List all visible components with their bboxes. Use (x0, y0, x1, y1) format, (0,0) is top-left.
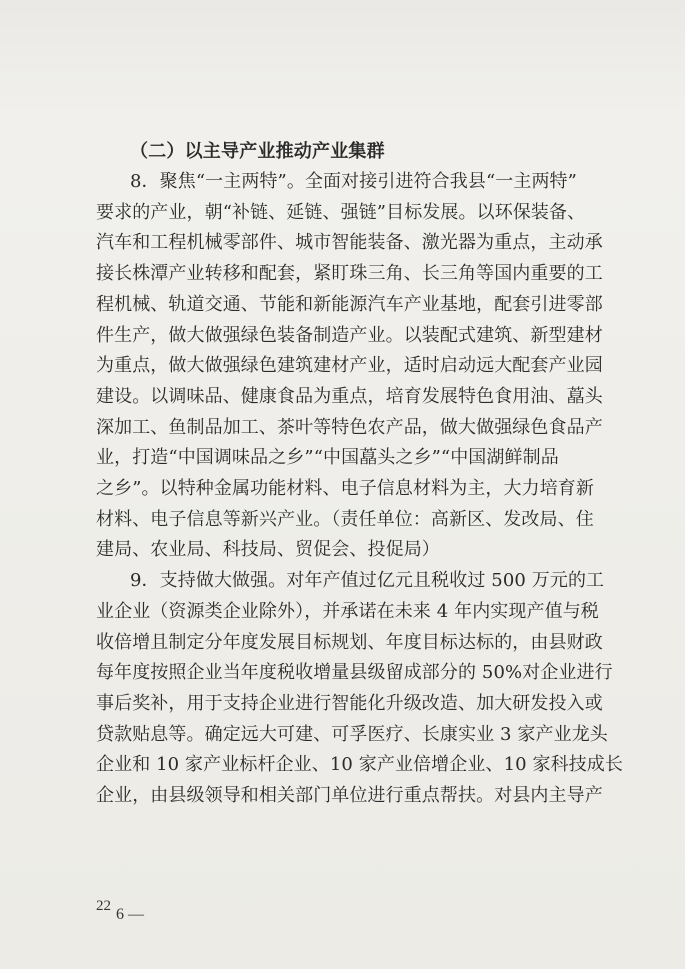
paragraph-line: 9．支持做大做强。对年产值过亿元且税收过 500 万元的工 (130, 570, 605, 592)
paragraph-line: 业企业（资源类企业除外），并承诺在未来 4 年内实现产值与税 (96, 600, 599, 622)
paragraph-line: 贷款贴息等。确定远大可建、可孚医疗、长康实业 3 家产业龙头 (96, 723, 608, 745)
paragraph-line: 建设。以调味品、健康食品为重点，培育发展特色食用油、藠头 (96, 385, 603, 407)
section-heading: （二）以主导产业推动产业集群 (130, 141, 385, 162)
paragraph-line: 8．聚焦“一主两特”。全面对接引进符合我县“一主两特” (130, 171, 577, 192)
paragraph-line: 企业和 10 家产业标杆企业、10 家产业倍增企业、10 家科技成长 (96, 754, 623, 776)
paragraph-9 (96, 566, 623, 812)
paragraph-line: 材料、电子信息等新兴产业。（责任单位：高新区、发改局、住 (96, 508, 594, 530)
paragraph-line: 建局、农业局、科技局、贸促会、投促局） (96, 539, 440, 561)
paragraph-line: 程机械、轨道交通、节能和新能源汽车产业基地，配套引进零部 (96, 293, 603, 315)
page-number: 6 — (116, 906, 144, 923)
paragraph-line: 件生产，做大做强绿色装备制造产业。以装配式建筑、新型建材 (96, 324, 603, 346)
paragraph-line: 深加工、鱼制品加工、茶叶等特色农产品，做大做强绿色食品产 (96, 416, 603, 438)
paragraph-line: 业，打造“中国调味品之乡”“中国藠头之乡”“中国湖鲜制品 (96, 447, 559, 469)
paragraph-line: 之乡”。以特种金属功能材料、电子信息材料为主，大力培育新 (96, 478, 594, 500)
paragraph-line: 为重点，做大做强绿色建筑建材产业，适时启动远大配套产业园 (96, 355, 603, 377)
paragraph-line: 每年度按照企业当年度税收增量县级留成部分的 50%对企业进行 (96, 662, 613, 684)
paragraph-line: 接长株潭产业转移和配套，紧盯珠三角、长三角等国内重要的工 (96, 263, 603, 285)
handwritten-page-annotation: 22 (96, 898, 111, 914)
paragraph-8 (96, 167, 608, 566)
document-body (96, 136, 623, 812)
paragraph-line: 收倍增且制定分年度发展目标规划、年度目标达标的，由县财政 (96, 631, 603, 653)
paragraph-line: 企业，由县级领导和相关部门单位进行重点帮扶。对县内主导产 (96, 785, 603, 807)
paragraph-line: 事后奖补，用于支持企业进行智能化升级改造、加大研发投入或 (96, 692, 603, 714)
scan-shadow (0, 0, 685, 120)
paragraph-line: 要求的产业，朝“补链、延链、强链”目标发展。以环保装备、 (96, 201, 586, 223)
paragraph-line: 汽车和工程机械零部件、城市智能装备、激光器为重点，主动承 (96, 232, 603, 254)
